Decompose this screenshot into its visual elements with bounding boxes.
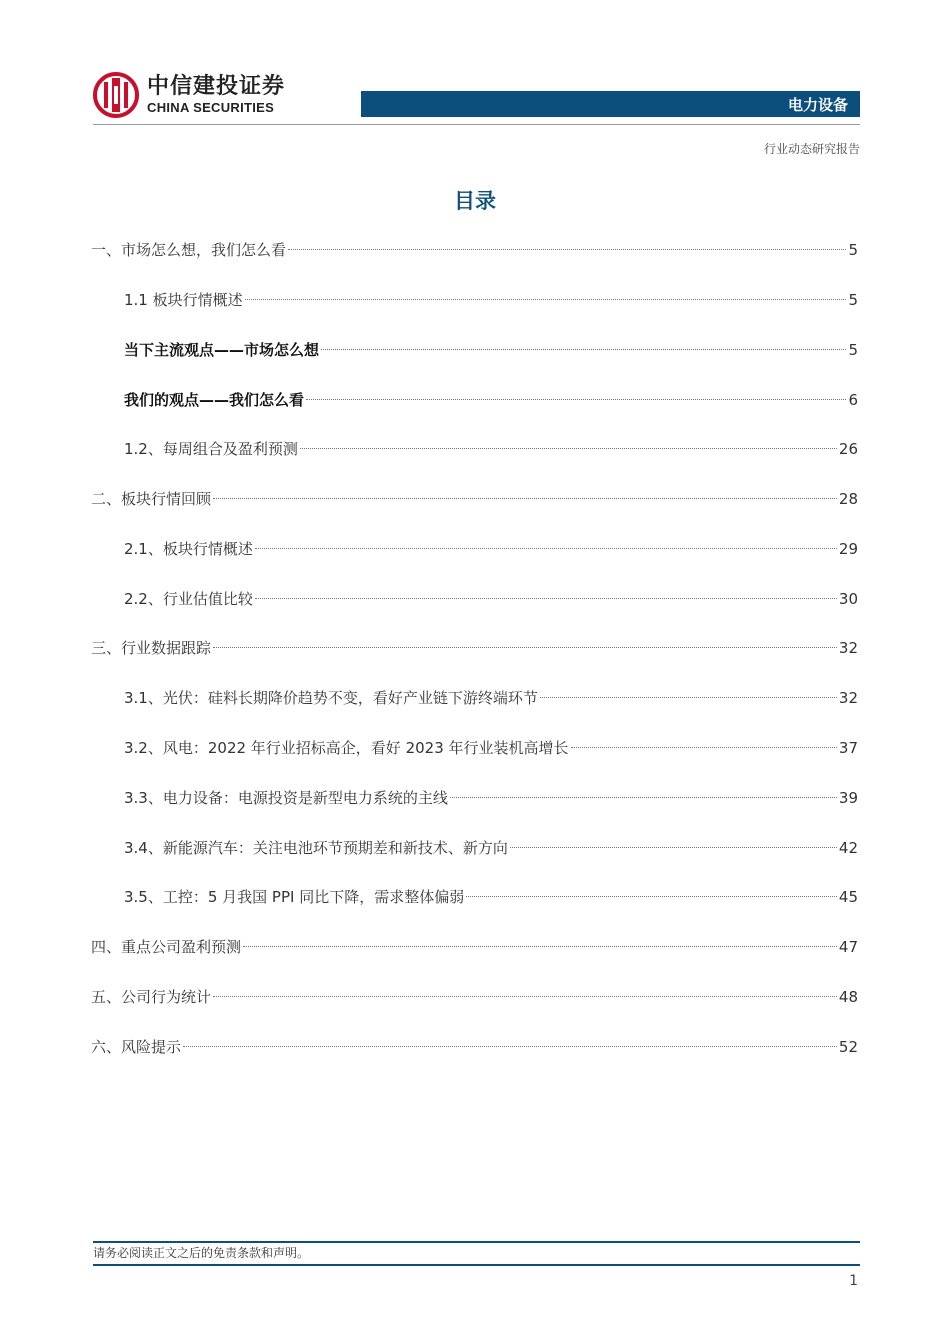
toc-leader <box>255 548 837 549</box>
toc-entry-label: 3.4、新能源汽车：关注电池环节预期差和新技术、新方向 <box>124 839 508 857</box>
toc-entry-page: 5 <box>848 341 858 359</box>
industry-label: 电力设备 <box>787 96 848 114</box>
toc-entry-label: 一、市场怎么想，我们怎么看 <box>91 241 287 259</box>
toc-entry-page: 5 <box>848 241 858 259</box>
toc-entry-label: 1.1 板块行情概述 <box>124 291 243 309</box>
toc-entry-label: 1.2、每周组合及盈利预测 <box>124 440 298 458</box>
toc-entry-3-4[interactable] <box>124 836 858 860</box>
toc-entry-label: 六、风险提示 <box>91 1038 182 1056</box>
toc-entry-page: 28 <box>838 490 858 508</box>
logo-chinese-name: 中信建投证券 <box>147 74 286 99</box>
toc-entry-label: 3.1、光伏：硅料长期降价趋势不变，看好产业链下游终端环节 <box>124 689 538 707</box>
toc-leader <box>288 249 846 250</box>
toc-leader <box>466 896 837 897</box>
toc-entry-page: 29 <box>838 540 858 558</box>
toc-entry-market-view[interactable] <box>124 338 858 362</box>
toc-entry-3-2[interactable] <box>124 736 858 760</box>
toc-entry-label: 当下主流观点——市场怎么想 <box>124 341 320 359</box>
toc-entry-2-2[interactable] <box>124 587 858 611</box>
toc-entry-label: 2.2、行业估值比较 <box>124 590 253 608</box>
toc-entry-label: 五、公司行为统计 <box>91 988 212 1006</box>
toc-entry-3-5[interactable] <box>124 885 858 909</box>
toc-entry-page: 48 <box>838 988 858 1006</box>
toc-entry-our-view[interactable] <box>124 388 858 412</box>
toc-leader <box>183 1046 837 1047</box>
footer-divider-bottom <box>93 1264 860 1266</box>
toc-entry-label: 我们的观点——我们怎么看 <box>124 391 305 409</box>
logo-english-name: CHINA SECURITIES <box>147 100 275 115</box>
toc-leader <box>213 498 837 499</box>
toc-entry-2-1[interactable] <box>124 537 858 561</box>
toc-entry-page: 6 <box>848 391 858 409</box>
toc-leader <box>243 946 837 947</box>
toc-leader <box>213 647 837 648</box>
toc-entry-1[interactable] <box>91 238 858 262</box>
citic-logo-icon <box>93 72 139 118</box>
toc-entry-3[interactable] <box>91 636 858 660</box>
toc-leader <box>450 797 837 798</box>
toc-entry-5[interactable] <box>91 985 858 1009</box>
toc-entry-1-2[interactable] <box>124 437 858 461</box>
toc-entry-page: 45 <box>838 888 858 906</box>
page-number: 1 <box>849 1273 858 1289</box>
toc-entry-page: 42 <box>838 839 858 857</box>
toc-leader <box>255 598 837 599</box>
toc-entry-page: 32 <box>838 689 858 707</box>
toc-entry-label: 3.5、工控：5 月我国 PPI 同比下降，需求整体偏弱 <box>124 888 465 906</box>
toc-entry-label: 2.1、板块行情概述 <box>124 540 253 558</box>
toc-entry-label: 二、板块行情回顾 <box>91 490 212 508</box>
toc-entry-3-1[interactable] <box>124 686 858 710</box>
toc-entry-label: 3.2、风电：2022 年行业招标高企，看好 2023 年行业装机高增长 <box>124 739 569 757</box>
toc-entry-page: 39 <box>838 789 858 807</box>
toc-entry-page: 47 <box>838 938 858 956</box>
toc-leader <box>213 996 837 997</box>
footer-divider-top <box>93 1241 860 1243</box>
toc-leader <box>300 448 837 449</box>
toc-entry-6[interactable] <box>91 1035 858 1059</box>
toc-entry-4[interactable] <box>91 935 858 959</box>
toc-entry-label: 三、行业数据跟踪 <box>91 639 212 657</box>
toc-leader <box>245 299 847 300</box>
footer-disclaimer: 请务必阅读正文之后的免责条款和声明。 <box>93 1246 310 1260</box>
toc-entry-3-3[interactable] <box>124 786 858 810</box>
header-divider <box>93 124 860 125</box>
toc-entry-page: 5 <box>848 291 858 309</box>
toc-leader <box>306 399 846 400</box>
toc-entry-page: 32 <box>838 639 858 657</box>
toc-entry-2[interactable] <box>91 487 858 511</box>
toc-leader <box>540 697 837 698</box>
toc-entry-page: 52 <box>838 1038 858 1056</box>
toc-entry-page: 37 <box>838 739 858 757</box>
report-type: 行业动态研究报告 <box>763 142 860 156</box>
toc-leader <box>571 747 837 748</box>
toc-leader <box>321 349 846 350</box>
toc-title: 目录 <box>454 189 496 213</box>
industry-banner <box>361 91 860 117</box>
toc-entry-label: 3.3、电力设备：电源投资是新型电力系统的主线 <box>124 789 448 807</box>
toc-entry-label: 四、重点公司盈利预测 <box>91 938 242 956</box>
toc-leader <box>510 847 837 848</box>
company-logo <box>93 72 285 118</box>
toc-entry-page: 26 <box>838 440 858 458</box>
toc-entry-page: 30 <box>838 590 858 608</box>
toc-entry-1-1[interactable] <box>124 288 858 312</box>
